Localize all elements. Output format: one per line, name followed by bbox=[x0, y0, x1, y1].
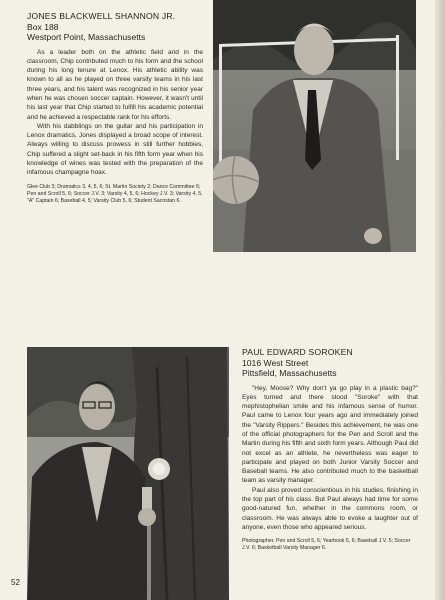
student-address-line2: Westport Point, Massachusetts bbox=[27, 32, 146, 42]
portrait-photo-soroken bbox=[27, 347, 229, 600]
activities-list: Glee Club 3; Dramatics 3, 4, 5, 6; St. Martin Society 2; Dance Committee 6; Pen and Scroll 5, 6; Soccer J.V. 3; Varsity 4, 5, 6; Hockey J.V. 3; Varsity 4, 5, "A" Captain 6; Baseball 4, 5; Varsity Club 5, 6; Student Sacristan 6. bbox=[27, 183, 203, 204]
portrait-photo-shannon bbox=[213, 0, 416, 252]
student-name: PAUL EDWARD SOROKEN bbox=[242, 347, 353, 357]
bio-paragraph: With his dabblings on the guitar and his participation in Lenox dramatics, Jones displayed a broad scope of interest. Always willing to discuss prowess in still further hobbies, Chip suffered a slight set-back in his fifth form year when his knowledge of wines was tested with the preparation of the infamous champagne hoax. bbox=[27, 122, 203, 177]
student-address-line1: 1016 West Street bbox=[242, 357, 309, 368]
student-name: JONES BLACKWELL SHANNON JR. bbox=[27, 11, 176, 21]
student-entry-shannon bbox=[27, 11, 203, 205]
student-address-line2: Pittsfield, Massachusetts bbox=[242, 368, 337, 378]
page-binding-shadow bbox=[435, 0, 445, 600]
bio-paragraph: Paul also proved conscientious in his studies, finishing in the top part of his class. But Paul always had time for some good-natured fun, whether in the commons room, or classroom. He was always able to evoke a laughter out of anyone, even those who appeared serious. bbox=[242, 486, 418, 531]
page-number: 52 bbox=[11, 578, 20, 587]
bio-paragraph: As a leader both on the athletic field and in the classroom, Chip contributed much to his form and the school during his long tenure at Lenox. His athletic ability was known to all as he played on three varsity teams in his last three years, and his talent was recognized in his senior year when he was chosen soccer captain. However, it wasn't until his last year that Chip started to fulfill his academic potential and he achieved a respectable rank for his efforts. bbox=[27, 48, 203, 121]
bio-paragraph: "Hey, Moose? Why don't ya go play in a plastic bag?" Eyes turned and there stood "Soroke" with that mephistophelian smile and his infamous sense of humor. Paul came to Lenox four years ago and immediately joined the "Varsity Rippers." Besides this achievement, he was one of the official photographers for the Pen and Scroll and the Martin during his fifth and sixth form years. Although Paul did not excel as an athlete, he nevertheless was eager to participate and played on both Junior Varsity Soccer and Baseball teams. He also contributed much to the basketball team as varsity manager. bbox=[242, 384, 418, 485]
activities-list: Photographer, Pen and Scroll 5, 6; Yearbook 5, 6; Baseball J.V. 5; Soccer J.V. 6; Basketball Varsity Manager 6. bbox=[242, 538, 411, 552]
student-entry-soroken bbox=[242, 347, 418, 552]
student-address-line1: Box 188 bbox=[27, 21, 59, 32]
